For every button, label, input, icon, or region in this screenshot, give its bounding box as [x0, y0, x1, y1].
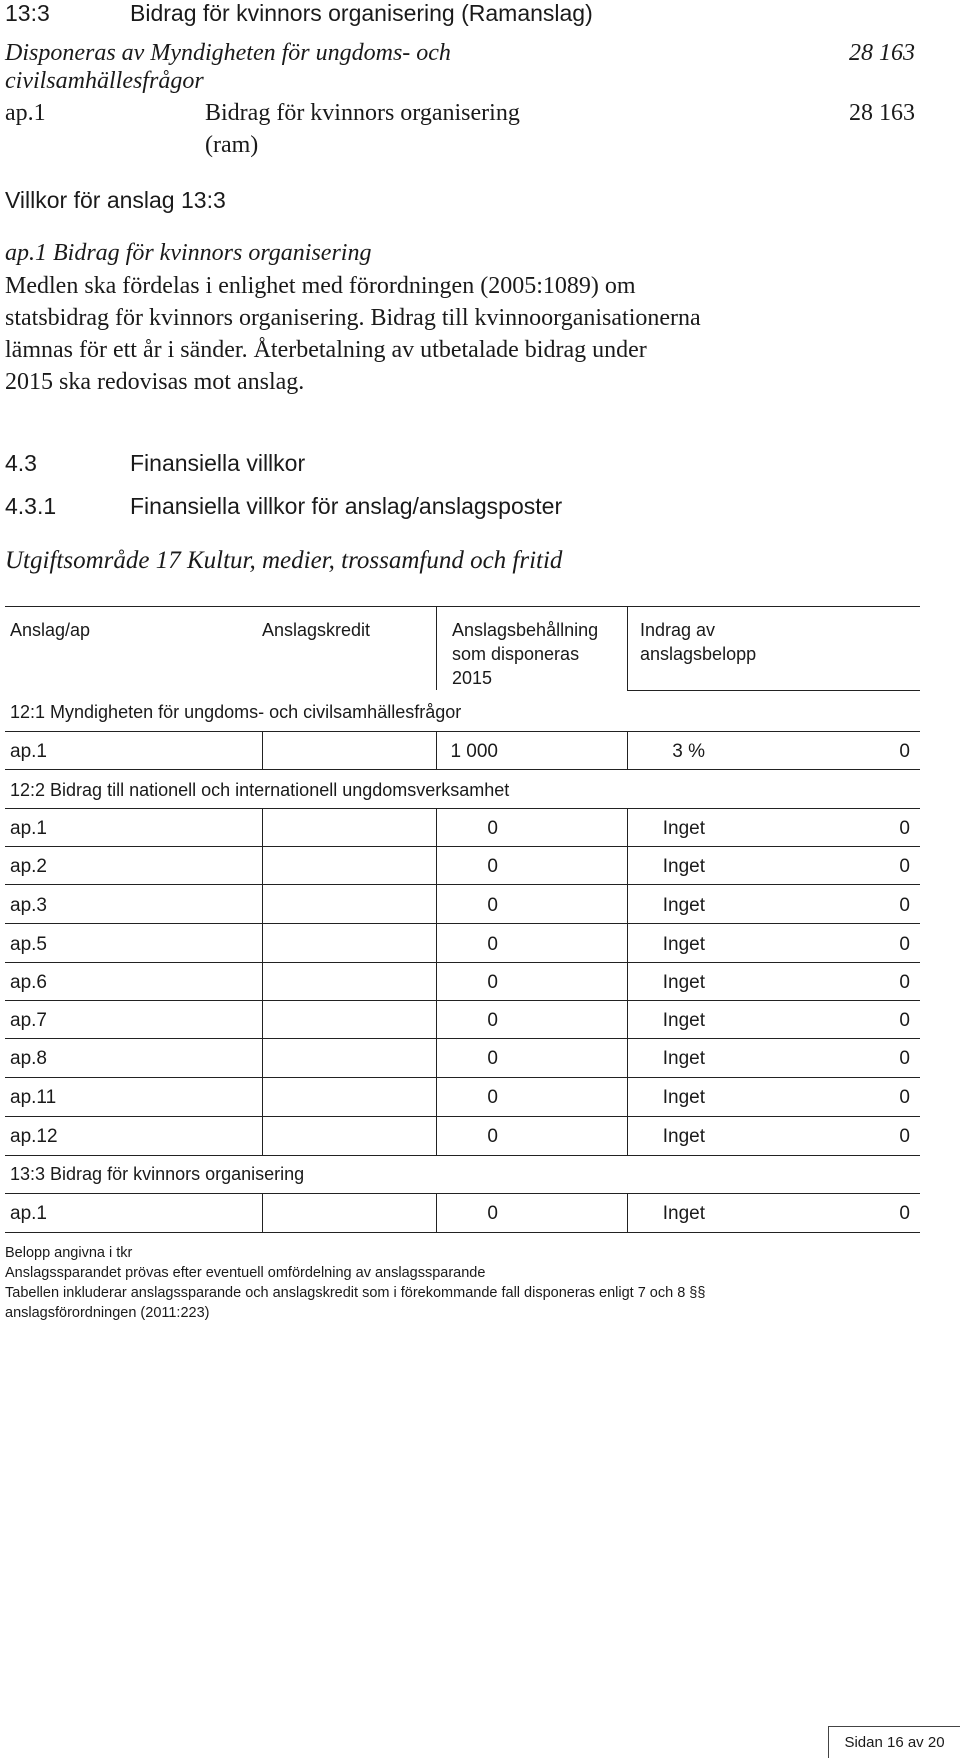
row-rule — [5, 769, 920, 770]
header-anslagsbehallning-line: Anslagsbehållning — [452, 620, 599, 640]
conditions-text-line: 2015 ska redovisas mot anslag. — [5, 369, 305, 395]
row-rule — [5, 808, 920, 809]
cell-kredit: 0 — [487, 1126, 498, 1147]
conditions-text-line: Medlen ska fördelas i enlighet med förordningen (2005:1089) om — [5, 273, 636, 299]
cell-indrag: 0 — [899, 741, 910, 762]
cell-indrag: 0 — [899, 1010, 910, 1031]
cell-kredit: 0 — [487, 856, 498, 877]
table-section-title: 12:2 Bidrag till nationell och internationell ungdomsverksamhet — [10, 780, 510, 800]
conditions-subheading: ap.1 Bidrag för kvinnors organisering — [5, 240, 372, 266]
cell-indrag: 0 — [899, 934, 910, 955]
cell-indrag: 0 — [899, 972, 910, 993]
post-code: ap.1 — [5, 100, 46, 126]
cell-behallning: Inget — [662, 818, 705, 839]
cell-indrag: 0 — [899, 1048, 910, 1069]
row-rule — [5, 731, 920, 732]
column-divider — [627, 606, 628, 690]
cell-kredit: 0 — [487, 895, 498, 916]
cell-kredit: 0 — [487, 1087, 498, 1108]
header-anslag-ap: Anslag/ap — [10, 620, 91, 640]
header-anslagsbehallning — [452, 618, 598, 690]
table-bottom-rule — [5, 1232, 920, 1233]
disposition-label-line2: civilsamhällesfrågor — [5, 68, 204, 94]
table-section-title: 12:1 Myndigheten för ungdoms- och civilsamhällesfrågor — [10, 702, 462, 722]
table-section-title: 13:3 Bidrag för kvinnors organisering — [10, 1164, 305, 1184]
header-indrag — [640, 618, 756, 666]
expenditure-area: Utgiftsområde 17 Kultur, medier, trossamfund och fritid — [5, 547, 563, 574]
column-divider — [436, 731, 437, 769]
row-rule — [5, 1116, 920, 1117]
cell-ap: ap.11 — [10, 1087, 57, 1108]
row-rule — [5, 1077, 920, 1078]
cell-kredit: 0 — [487, 1048, 498, 1069]
note-line: Belopp angivna i tkr — [5, 1245, 133, 1261]
header-anslagskredit: Anslagskredit — [262, 620, 371, 640]
row-rule — [5, 1193, 920, 1194]
disposition-amount: 28 163 — [849, 40, 915, 66]
cell-behallning: Inget — [662, 1010, 705, 1031]
cell-ap: ap.7 — [10, 1010, 47, 1031]
table-top-rule — [5, 606, 920, 607]
cell-ap: ap.6 — [10, 972, 47, 993]
cell-behallning: Inget — [662, 972, 705, 993]
cell-kredit: 0 — [487, 818, 498, 839]
note-line: Anslagssparandet prövas efter eventuell omfördelning av anslagssparande — [5, 1265, 486, 1281]
post-name-line1: Bidrag för kvinnors organisering — [205, 100, 520, 126]
column-divider — [262, 1193, 263, 1232]
cell-kredit: 0 — [487, 934, 498, 955]
header-indrag-line: Indrag av — [640, 620, 716, 640]
row-rule — [5, 923, 920, 924]
section-number: 4.3 — [5, 450, 37, 476]
post-name-line2: (ram) — [205, 132, 259, 158]
row-rule — [5, 1038, 920, 1039]
column-divider — [627, 808, 628, 1155]
header-indrag-line: anslagsbelopp — [640, 644, 757, 664]
row-rule — [5, 1000, 920, 1001]
column-divider — [436, 1193, 437, 1232]
appropriation-title: Bidrag för kvinnors organisering (Ramanslag) — [130, 0, 593, 26]
header-anslagsbehallning-line: som disponeras — [452, 644, 580, 664]
cell-behallning: Inget — [662, 895, 705, 916]
note-line: Tabellen inkluderar anslagssparande och anslagskredit som i förekommande fall disponeras enligt 7 och 8 §§ — [5, 1285, 706, 1301]
cell-behallning: Inget — [662, 1126, 705, 1147]
row-rule — [5, 962, 920, 963]
row-rule — [5, 846, 920, 847]
row-rule — [5, 1155, 920, 1156]
column-divider — [436, 808, 437, 1155]
disposition-label-line1: Disponeras av Myndigheten för ungdoms- och — [5, 40, 451, 66]
cell-indrag: 0 — [899, 895, 910, 916]
post-amount: 28 163 — [849, 100, 915, 126]
cell-indrag: 0 — [899, 1087, 910, 1108]
conditions-heading: Villkor för anslag 13:3 — [5, 187, 226, 213]
cell-kredit: 0 — [487, 972, 498, 993]
cell-kredit: 0 — [487, 1010, 498, 1031]
cell-behallning: Inget — [662, 1048, 705, 1069]
cell-indrag: 0 — [899, 856, 910, 877]
appropriation-number: 13:3 — [5, 0, 50, 26]
header-bottom-rule — [627, 690, 920, 691]
cell-ap: ap.12 — [10, 1126, 58, 1147]
column-divider — [627, 731, 628, 769]
cell-indrag: 0 — [899, 1203, 910, 1224]
row-rule — [5, 884, 920, 885]
conditions-text-line: statsbidrag för kvinnors organisering. Bidrag till kvinnoorganisationerna — [5, 305, 701, 331]
cell-ap: ap.1 — [10, 1203, 47, 1224]
cell-behallning: Inget — [662, 1203, 705, 1224]
page-number: Sidan 16 av 20 — [828, 1726, 960, 1758]
cell-ap: ap.2 — [10, 856, 47, 877]
cell-behallning: Inget — [662, 934, 705, 955]
subsection-number: 4.3.1 — [5, 493, 57, 519]
subsection-title: Finansiella villkor för anslag/anslagsposter — [130, 493, 563, 519]
conditions-text-line: lämnas för ett år i sänder. Återbetalning av utbetalade bidrag under — [5, 337, 647, 363]
cell-indrag: 0 — [899, 818, 910, 839]
cell-kredit: 0 — [487, 1203, 498, 1224]
cell-ap: ap.5 — [10, 934, 47, 955]
cell-indrag: 0 — [899, 1126, 910, 1147]
cell-behallning: Inget — [662, 1087, 705, 1108]
note-line: anslagsförordningen (2011:223) — [5, 1305, 210, 1321]
column-divider — [627, 1193, 628, 1232]
column-divider — [436, 606, 437, 690]
cell-ap: ap.8 — [10, 1048, 47, 1069]
cell-behallning: 3 % — [672, 741, 705, 762]
cell-ap: ap.1 — [10, 818, 47, 839]
header-anslagsbehallning-line: 2015 — [452, 668, 493, 688]
column-divider — [262, 731, 263, 769]
column-divider — [262, 808, 263, 1155]
cell-ap: ap.1 — [10, 741, 47, 762]
cell-behallning: Inget — [662, 856, 705, 877]
section-title: Finansiella villkor — [130, 450, 306, 476]
cell-ap: ap.3 — [10, 895, 47, 916]
cell-kredit: 1 000 — [450, 741, 498, 762]
